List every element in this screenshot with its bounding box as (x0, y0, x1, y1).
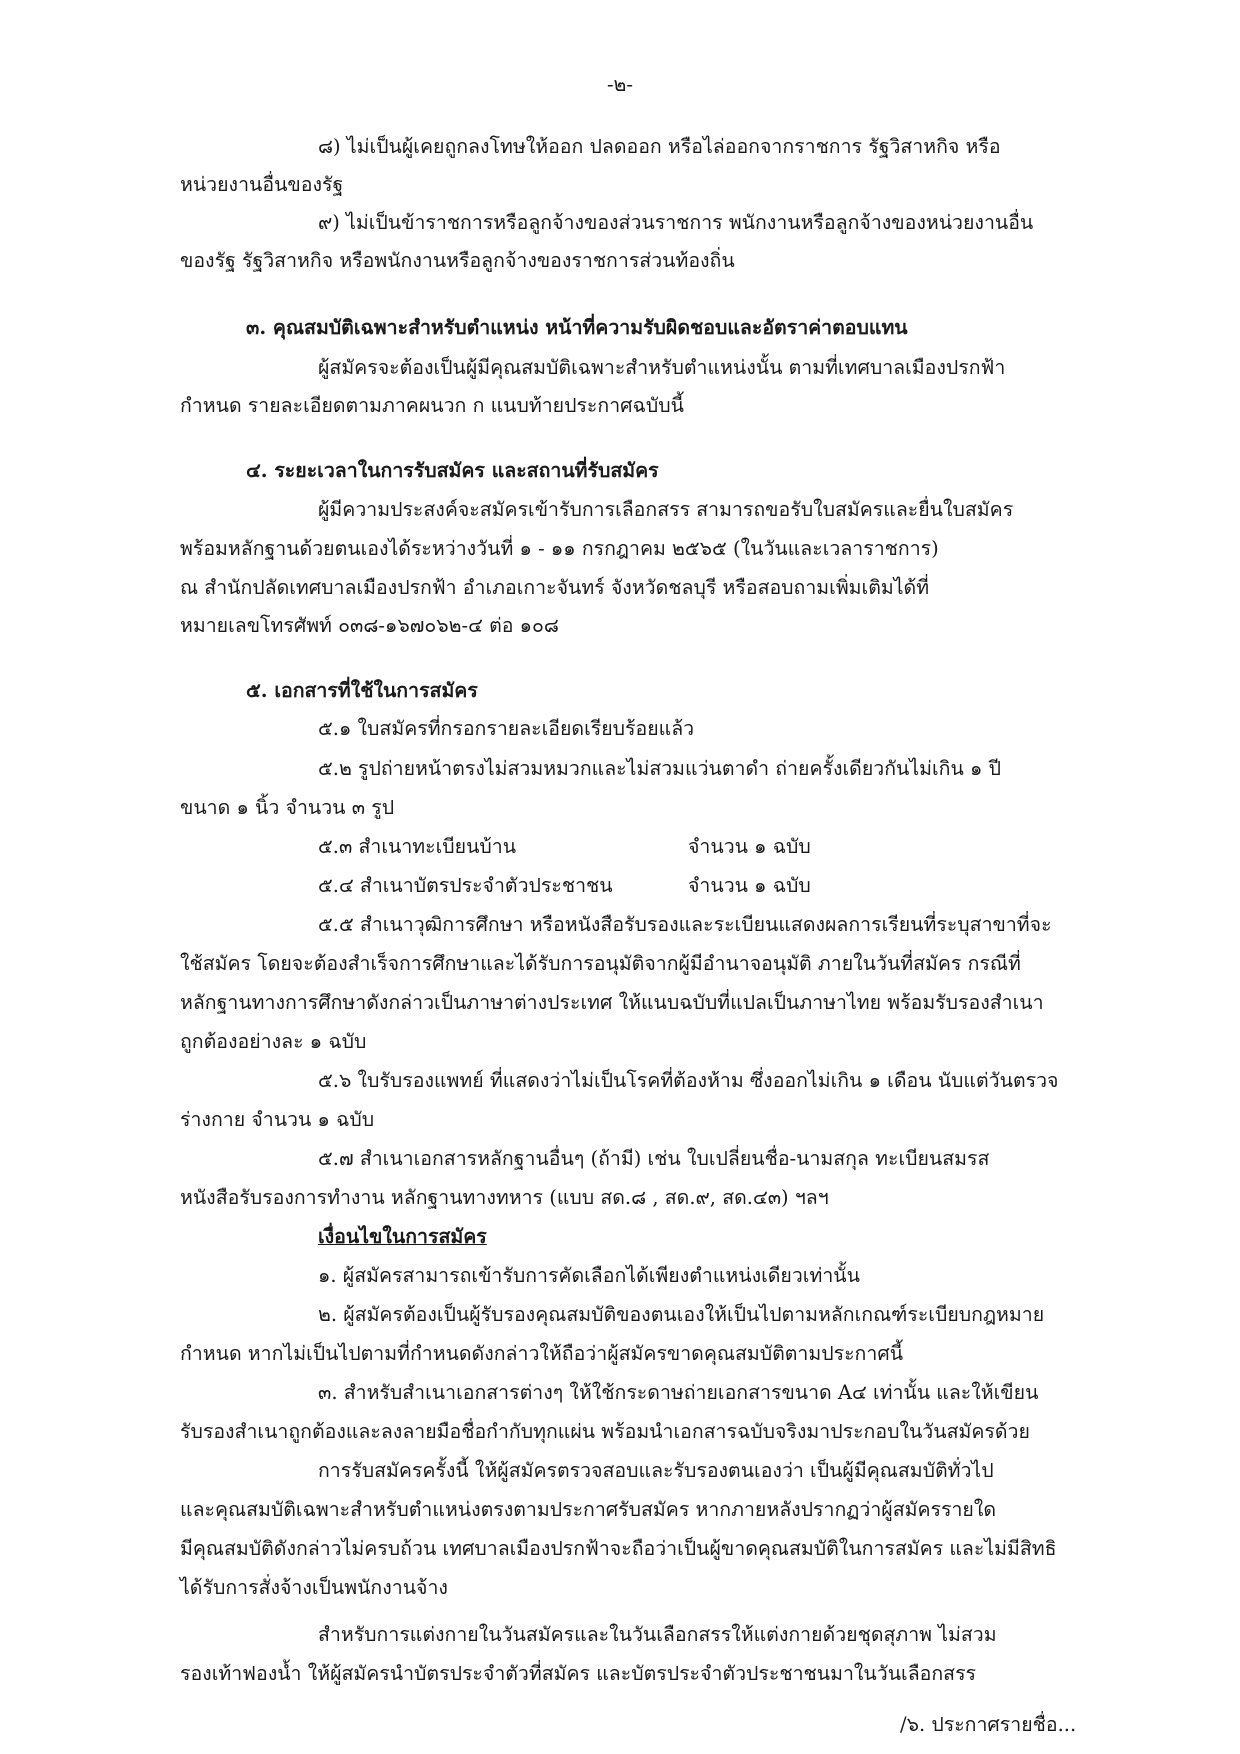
section-3-heading: ๓. คุณสมบัติเฉพาะสำหรับตำแหน่ง หน้าที่ความรับผิดชอบและอัตราค่าตอบแทน (246, 316, 908, 339)
self-certification-line-2: และคุณสมบัติเฉพาะสำหรับตำแหน่งตรงตามประกาศรับสมัคร หากภายหลังปรากฏว่าผู้สมัครรายใด (180, 1498, 997, 1521)
section-4-heading: ๔. ระยะเวลาในการรับสมัคร และสถานที่รับสมัคร (246, 459, 659, 482)
section-5-item-3-label: ๕.๓ สำเนาทะเบียนบ้าน (318, 835, 517, 858)
condition-2-line-1: ๒. ผู้สมัครต้องเป็นผู้รับรองคุณสมบัติของตนเองให้เป็นไปตามหลักเกณฑ์ระเบียบกฎหมาย (318, 1303, 1045, 1326)
section-3-line-2: กำหนด รายละเอียดตามภาคผนวก ก แนบท้ายประกาศฉบับนี้ (180, 394, 684, 417)
self-certification-line-4: ได้รับการสั่งจ้างเป็นพนักงานจ้าง (180, 1576, 448, 1599)
qualification-item-8-line-2: หน่วยงานอื่นของรัฐ (180, 173, 344, 196)
section-5-item-6-line-2: ร่างกาย จำนวน ๑ ฉบับ (180, 1108, 375, 1131)
section-5-item-5-line-2: ใช้สมัคร โดยจะต้องสำเร็จการศึกษาและได้รับการอนุมัติจากผู้มีอำนาจอนุมัติ ภายในวันที่สมัคร กรณีที่ (180, 952, 1021, 975)
section-5-item-5-line-1: ๕.๕ สำเนาวุฒิการศึกษา หรือหนังสือรับรองและระเบียนแสดงผลการเรียนที่ระบุสาขาที่จะ (318, 913, 1052, 936)
section-5-item-1: ๕.๑ ใบสมัครที่กรอกรายละเอียดเรียบร้อยแล้ว (318, 717, 695, 740)
dress-code-line-1: สำหรับการแต่งกายในวันสมัครและในวันเลือกสรรให้แต่งกายด้วยชุดสุภาพ ไม่สวม (318, 1623, 997, 1646)
qualification-item-8-line-1: ๘) ไม่เป็นผู้เคยถูกลงโทษให้ออก ปลดออก หรือไล่ออกจากราชการ รัฐวิสาหกิจ หรือ (318, 135, 1001, 158)
section-5-item-2-line-1: ๕.๒ รูปถ่ายหน้าตรงไม่สวมหมวกและไม่สวมแว่นตาดำ ถ่ายครั้งเดียวกันไม่เกิน ๑ ปี (318, 757, 1001, 780)
section-4-line-1: ผู้มีความประสงค์จะสมัครเข้ารับการเลือกสรร สามารถขอรับใบสมัครและยื่นใบสมัคร (318, 498, 1014, 521)
section-5-item-6-line-1: ๕.๖ ใบรับรองแพทย์ ที่แสดงว่าไม่เป็นโรคที่ต้องห้าม ซึ่งออกไม่เกิน ๑ เดือน นับแต่วันตรวจ (318, 1069, 1059, 1092)
condition-3-line-2: รับรองสำเนาถูกต้องและลงลายมือชื่อกำกับทุกแผ่น พร้อมนำเอกสารฉบับจริงมาประกอบในวันสมัครด้วย (180, 1420, 1030, 1443)
dress-code-line-2: รองเท้าฟองน้ำ ให้ผู้สมัครนำบัตรประจำตัวที่สมัคร และบัตรประจำตัวประชาชนมาในวันเลือกสรร (180, 1662, 977, 1685)
self-certification-line-3: มีคุณสมบัติดังกล่าวไม่ครบถ้วน เทศบาลเมืองปรกฟ้าจะถือว่าเป็นผู้ขาดคุณสมบัติในการสมัคร และไม่มีสิทธิ (180, 1537, 1057, 1560)
section-5-item-4-label: ๕.๔ สำเนาบัตรประจำตัวประชาชน (318, 874, 613, 897)
self-certification-line-1: การรับสมัครครั้งนี้ ให้ผู้สมัครตรวจสอบและรับรองตนเองว่า เป็นผู้มีคุณสมบัติทั่วไป (318, 1459, 994, 1482)
qualification-item-9-line-2: ของรัฐ รัฐวิสาหกิจ หรือพนักงานหรือลูกจ้างของราชการส่วนท้องถิ่น (180, 249, 735, 272)
section-5-item-3-quantity: จำนวน ๑ ฉบับ (688, 835, 811, 858)
conditions-heading: เงื่อนไขในการสมัคร (318, 1225, 487, 1248)
section-5-item-5-line-4: ถูกต้องอย่างละ ๑ ฉบับ (180, 1030, 367, 1053)
section-4-line-2: พร้อมหลักฐานด้วยตนเองได้ระหว่างวันที่ ๑ - ๑๑ กรกฎาคม ๒๕๖๕ (ในวันและเวลาราชการ) (180, 537, 939, 560)
section-4-line-4: หมายเลขโทรศัพท์ ๐๓๘-๑๖๗๐๖๒-๔ ต่อ ๑๐๘ (180, 614, 559, 637)
section-5-item-2-line-2: ขนาด ๑ นิ้ว จำนวน ๓ รูป (180, 796, 395, 819)
condition-3-line-1: ๓. สำหรับสำเนาเอกสารต่างๆ ให้ใช้กระดาษถ่ายเอกสารขนาด A๔ เท่านั้น และให้เขียน (318, 1381, 1039, 1404)
section-5-item-4-quantity: จำนวน ๑ ฉบับ (688, 874, 811, 897)
condition-1: ๑. ผู้สมัครสามารถเข้ารับการคัดเลือกได้เพียงตำแหน่งเดียวเท่านั้น (318, 1264, 860, 1287)
section-5-heading: ๕. เอกสารที่ใช้ในการสมัคร (246, 679, 478, 702)
section-5-item-7-line-1: ๕.๗ สำเนาเอกสารหลักฐานอื่นๆ (ถ้ามี) เช่น ใบเปลี่ยนชื่อ-นามสกุล ทะเบียนสมรส (318, 1147, 990, 1170)
section-5-item-5-line-3: หลักฐานทางการศึกษาดังกล่าวเป็นภาษาต่างประเทศ ให้แนบฉบับที่แปลเป็นภาษาไทย พร้อมรับรองสำเนา (180, 991, 1044, 1014)
section-5-item-7-line-2: หนังสือรับรองการทำงาน หลักฐานทางทหาร (แบบ สด.๘ , สด.๙, สด.๔๓) ฯลฯ (180, 1186, 829, 1209)
section-4-line-3: ณ สำนักปลัดเทศบาลเมืองปรกฟ้า อำเภอเกาะจันทร์ จังหวัดชลบุรี หรือสอบถามเพิ่มเติมได้ที่ (180, 576, 930, 599)
continuation-note: /๖. ประกาศรายชื่อ... (900, 1713, 1077, 1736)
page-number: -๒- (606, 73, 634, 96)
condition-2-line-2: กำหนด หากไม่เป็นไปตามที่กำหนดดังกล่าวให้ถือว่าผู้สมัครขาดคุณสมบัติตามประกาศนี้ (180, 1342, 904, 1365)
qualification-item-9-line-1: ๙) ไม่เป็นข้าราชการหรือลูกจ้างของส่วนราชการ พนักงานหรือลูกจ้างของหน่วยงานอื่น (318, 211, 1034, 234)
section-3-line-1: ผู้สมัครจะต้องเป็นผู้มีคุณสมบัติเฉพาะสำหรับตำแหน่งนั้น ตามที่เทศบาลเมืองปรกฟ้า (318, 356, 1006, 379)
